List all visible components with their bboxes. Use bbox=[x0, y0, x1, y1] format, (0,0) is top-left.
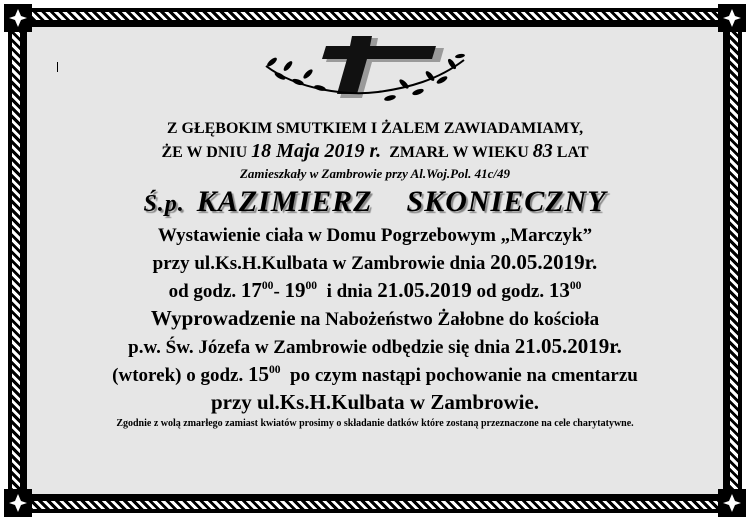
and-day-label: i dnia bbox=[326, 281, 373, 302]
time-2-minutes: 00 bbox=[305, 280, 318, 292]
funeral-line-4: przy ul.Ks.H.Kulbata w Zambrowie. bbox=[210, 390, 540, 414]
time-1-hour: 17 bbox=[240, 278, 262, 302]
funeral-service: na Nabożeństwo Żałobne do kościoła bbox=[300, 309, 600, 330]
from-hour-label: od godz. bbox=[168, 281, 237, 302]
funeral-line-1 bbox=[40, 305, 710, 333]
death-date: 18 Maja 2019 r. bbox=[251, 140, 382, 162]
time-3-hour: 13 bbox=[548, 278, 570, 302]
date-prefix: ŻE W DNIU bbox=[161, 144, 248, 161]
donation-note: Zgodnie z wolą zmarłego zamiast kwiatów prosimy o składanie datków które zostaną przeznaczone na cele charytatywne. bbox=[116, 418, 634, 429]
funeral-time-minutes: 00 bbox=[268, 364, 281, 376]
funeral-line-2 bbox=[40, 333, 710, 361]
time-2 bbox=[285, 278, 318, 302]
corner-ornament-icon bbox=[718, 4, 746, 32]
death-date-line bbox=[40, 140, 710, 164]
time-2-hour: 19 bbox=[284, 278, 306, 302]
church-info: p.w. Św. Józefa w Zambrowie odbędzie się dnia bbox=[128, 337, 510, 358]
corner-ornament-icon bbox=[718, 489, 746, 517]
cross-with-olive-branch-icon bbox=[258, 32, 468, 104]
funeral-date: 21.05.2019r. bbox=[514, 334, 622, 358]
time-3-minutes: 00 bbox=[569, 280, 582, 292]
first-name: KAZIMIERZ bbox=[196, 185, 373, 218]
name-prefix: Ś.p. bbox=[143, 191, 185, 217]
viewing-line-2 bbox=[40, 249, 710, 277]
viewing-line-1: Wystawienie ciała w Domu Pogrzebowym „Marczyk” bbox=[157, 225, 593, 246]
age: 83 bbox=[532, 140, 553, 162]
burial-info: po czym nastąpi pochowanie na cmentarzu bbox=[290, 365, 638, 386]
at-hour-label: o godz. bbox=[186, 365, 244, 386]
funeral-lead: Wyprowadzenie bbox=[150, 306, 296, 330]
residence-line: Zamieszkały w Zambrowie przy Al.Woj.Pol. 41c/49 bbox=[239, 166, 511, 181]
funeral-line-3 bbox=[40, 361, 710, 389]
deceased-name bbox=[40, 184, 710, 222]
time-3 bbox=[549, 278, 582, 302]
age-suffix: LAT bbox=[556, 144, 589, 161]
text-cursor-mark bbox=[57, 62, 58, 72]
from-hour-label-2: od godz. bbox=[476, 281, 545, 302]
time-1-minutes: 00 bbox=[261, 280, 274, 292]
viewing-date-2: 21.05.2019 bbox=[377, 278, 472, 302]
time-dash: - bbox=[273, 281, 280, 302]
funeral-time-hour: 15 bbox=[247, 362, 269, 386]
announcement-line: Z GŁĘBOKIM SMUTKIEM I ŻALEM ZAWIADAMIAMY, bbox=[166, 120, 584, 137]
last-name: SKONIECZNY bbox=[406, 185, 607, 218]
notice-text bbox=[40, 114, 710, 430]
time-1 bbox=[241, 278, 274, 302]
weekday: (wtorek) bbox=[112, 365, 182, 386]
corner-ornament-icon bbox=[4, 489, 32, 517]
age-prefix: ZMARŁ W WIEKU bbox=[389, 144, 529, 161]
viewing-place: przy ul.Ks.H.Kulbata w Zambrowie dnia bbox=[152, 253, 486, 274]
viewing-date-1: 20.05.2019r. bbox=[490, 250, 598, 274]
corner-ornament-icon bbox=[4, 4, 32, 32]
viewing-line-3 bbox=[40, 277, 710, 305]
funeral-time bbox=[248, 362, 281, 386]
